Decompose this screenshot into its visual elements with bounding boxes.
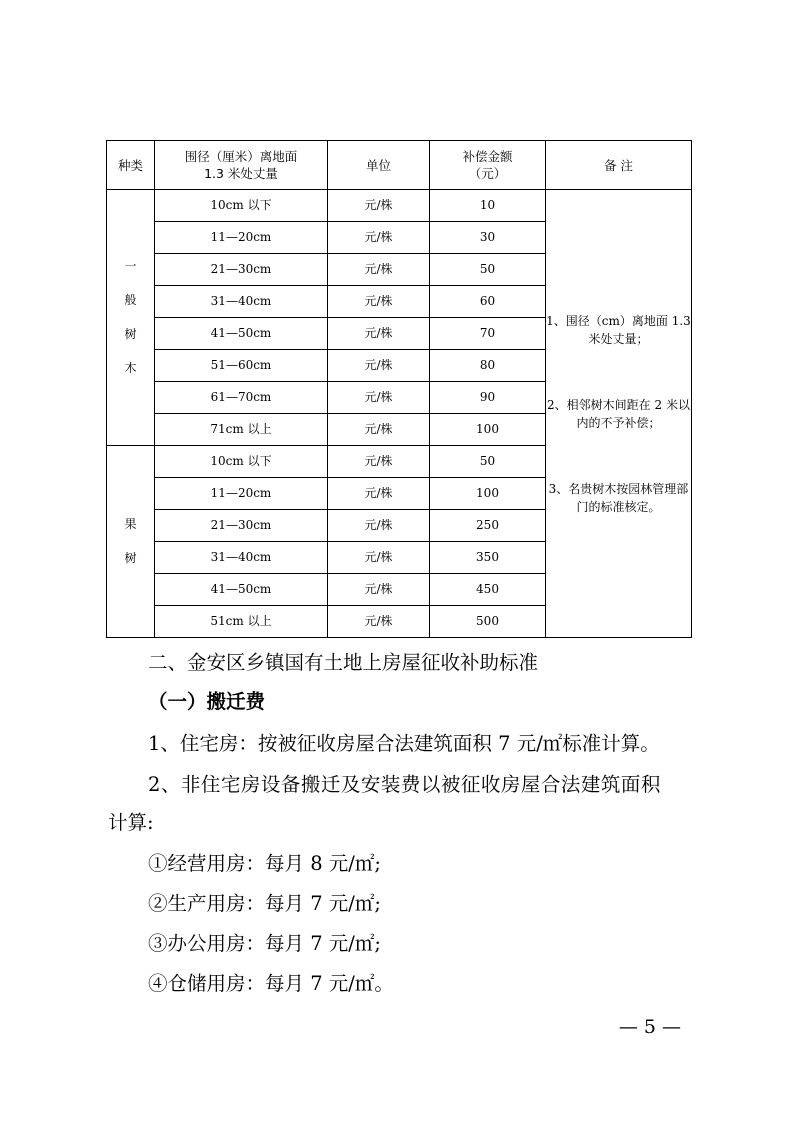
unit-cell: 元/株 bbox=[328, 414, 430, 446]
girth-range-cell: 31—40cm bbox=[155, 286, 328, 318]
list-item: ③办公用房：每月 7 元/㎡; bbox=[148, 932, 381, 955]
unit-cell: 元/株 bbox=[328, 350, 430, 382]
amount-cell: 80 bbox=[430, 350, 546, 382]
unit-cell: 元/株 bbox=[328, 510, 430, 542]
table-body bbox=[107, 190, 692, 638]
compensation-table bbox=[106, 140, 692, 638]
amount-cell: 10 bbox=[430, 190, 546, 222]
unit-cell: 元/株 bbox=[328, 606, 430, 638]
section-title: 二、金安区乡镇国有土地上房屋征收补助标准 bbox=[148, 651, 539, 674]
unit-cell: 元/株 bbox=[328, 190, 430, 222]
paragraph-residential: 1、住宅房：按被征收房屋合法建筑面积 7 元/㎡标准计算。 bbox=[148, 732, 660, 755]
amount-cell: 100 bbox=[430, 414, 546, 446]
list-item: ①经营用房：每月 8 元/㎡; bbox=[148, 852, 381, 875]
page-number: — 5 — bbox=[618, 1016, 681, 1038]
subsection-title: （一）搬迁费 bbox=[148, 690, 266, 713]
girth-range-cell: 61—70cm bbox=[155, 382, 328, 414]
girth-range-cell: 71cm 以上 bbox=[155, 414, 328, 446]
category-cell bbox=[107, 190, 155, 446]
unit-cell: 元/株 bbox=[328, 222, 430, 254]
girth-range-cell: 51cm 以上 bbox=[155, 606, 328, 638]
unit-cell: 元/株 bbox=[328, 478, 430, 510]
girth-range-cell: 11—20cm bbox=[155, 222, 328, 254]
girth-range-cell: 31—40cm bbox=[155, 542, 328, 574]
girth-range-cell: 11—20cm bbox=[155, 478, 328, 510]
table-header-row bbox=[107, 141, 692, 190]
remark-note: 3、名贵树木按园林管理部门的标准核定。 bbox=[548, 481, 689, 514]
header-unit: 单位 bbox=[328, 141, 430, 190]
category-char: 树 bbox=[124, 551, 137, 565]
header-amount bbox=[430, 141, 546, 190]
amount-cell: 70 bbox=[430, 318, 546, 350]
amount-cell: 30 bbox=[430, 222, 546, 254]
table-row bbox=[107, 190, 692, 222]
amount-cell: 100 bbox=[430, 478, 546, 510]
unit-cell: 元/株 bbox=[328, 574, 430, 606]
unit-cell: 元/株 bbox=[328, 318, 430, 350]
header-girth bbox=[155, 141, 328, 190]
paragraph-nonresidential-line2: 计算: bbox=[108, 811, 154, 834]
header-remarks: 备 注 bbox=[546, 141, 692, 190]
unit-cell: 元/株 bbox=[328, 446, 430, 478]
amount-cell: 250 bbox=[430, 510, 546, 542]
unit-cell: 元/株 bbox=[328, 254, 430, 286]
amount-cell: 50 bbox=[430, 254, 546, 286]
girth-range-cell: 21—30cm bbox=[155, 510, 328, 542]
header-amount-text: 补偿金额 （元） bbox=[462, 149, 513, 181]
amount-cell: 50 bbox=[430, 446, 546, 478]
amount-cell: 450 bbox=[430, 574, 546, 606]
amount-cell: 500 bbox=[430, 606, 546, 638]
list-item: ④仓储用房：每月 7 元/㎡。 bbox=[148, 972, 394, 995]
remark-note: 1、围径（cm）离地面 1.3 米处丈量； bbox=[546, 313, 691, 346]
amount-cell: 60 bbox=[430, 286, 546, 318]
header-category: 种类 bbox=[107, 141, 155, 190]
unit-cell: 元/株 bbox=[328, 286, 430, 318]
girth-range-cell: 41—50cm bbox=[155, 574, 328, 606]
header-girth-text: 围径（厘米）离地面 1.3 米处丈量 bbox=[184, 149, 298, 181]
girth-range-cell: 10cm 以下 bbox=[155, 446, 328, 478]
category-char: 一 bbox=[124, 259, 137, 273]
paragraph-nonresidential-line1: 2、非住宅房设备搬迁及安装费以被征收房屋合法建筑面积 bbox=[148, 773, 661, 796]
girth-range-cell: 21—30cm bbox=[155, 254, 328, 286]
category-char: 果 bbox=[124, 517, 137, 531]
category-cell bbox=[107, 446, 155, 638]
category-char: 木 bbox=[124, 361, 137, 375]
list-item: ②生产用房：每月 7 元/㎡; bbox=[148, 892, 381, 915]
amount-cell: 90 bbox=[430, 382, 546, 414]
girth-range-cell: 10cm 以下 bbox=[155, 190, 328, 222]
remarks-cell bbox=[546, 190, 692, 638]
remark-note: 2、相邻树木间距在 2 米以内的不予补偿； bbox=[547, 397, 690, 430]
category-char: 树 bbox=[124, 327, 137, 341]
girth-range-cell: 51—60cm bbox=[155, 350, 328, 382]
unit-cell: 元/株 bbox=[328, 542, 430, 574]
unit-cell: 元/株 bbox=[328, 382, 430, 414]
girth-range-cell: 41—50cm bbox=[155, 318, 328, 350]
category-char: 般 bbox=[124, 293, 137, 307]
amount-cell: 350 bbox=[430, 542, 546, 574]
